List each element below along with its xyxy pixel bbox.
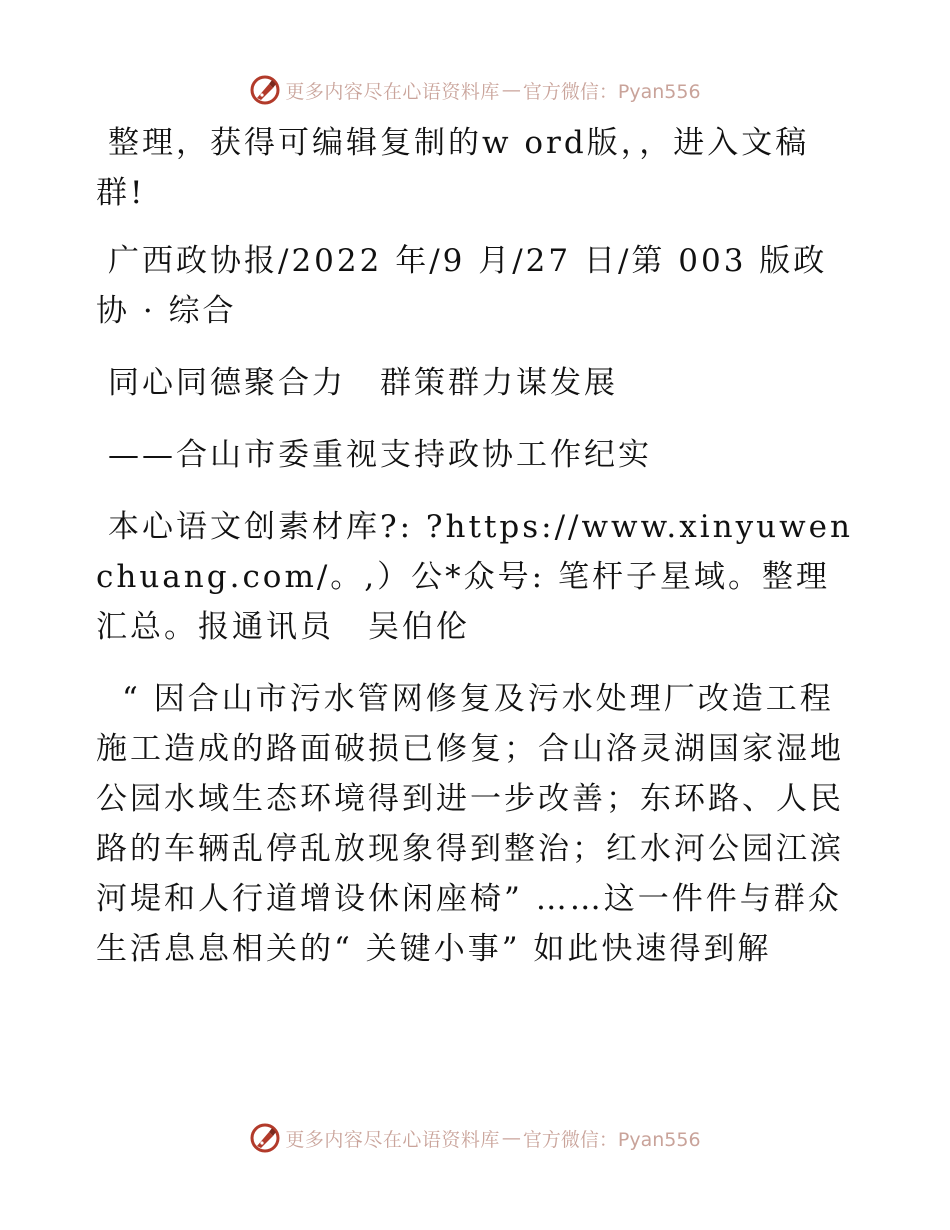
watermark-text: 更多内容尽在心语资料库	[285, 1128, 500, 1151]
byline-paragraph: 本心语文创素材库?: ?https://www.xinyuwenchuang.com/。,）公*众号: 笔杆子星域。整理汇总。报通讯员 吴伯伦	[96, 509, 853, 645]
article-subtitle: ——合山市委重视支持政协工作纪实	[108, 437, 652, 473]
header-watermark-banner	[0, 70, 950, 110]
watermark-account: 官方微信：Pyan556	[522, 1128, 701, 1151]
body-paragraph: “ 因合山市污水管网修复及污水处理厂改造工程施工造成的路面破损已修复；合山洛灵湖国家湿地公园水域生态环境得到进一步改善；东环路、人民路的车辆乱停乱放现象得到整治；红水河公园江滨河堤和人行道增设休闲座椅” ……这一件件与群众生活息息相关的“ 关键小事” 如此快速得到解	[96, 681, 844, 967]
document-body	[96, 118, 856, 974]
watermark-account: 官方微信：Pyan556	[522, 80, 701, 103]
watermark-text: 更多内容尽在心语资料库	[285, 80, 500, 103]
intro-paragraph: 整理，获得可编辑复制的w ord版，，进入文稿群!	[96, 125, 810, 211]
source-line: 广西政协报/2022 年/9 月/27 日/第 003 版政协 · 综合	[96, 243, 828, 329]
pen-nib-logo-icon	[249, 1122, 281, 1154]
watermark-separator: —	[501, 79, 521, 101]
article-title: 同心同德聚合力 群策群力谋发展	[108, 365, 618, 401]
pen-nib-logo-icon	[249, 74, 281, 106]
watermark-separator: —	[501, 1127, 521, 1149]
footer-watermark-banner	[0, 1118, 950, 1158]
